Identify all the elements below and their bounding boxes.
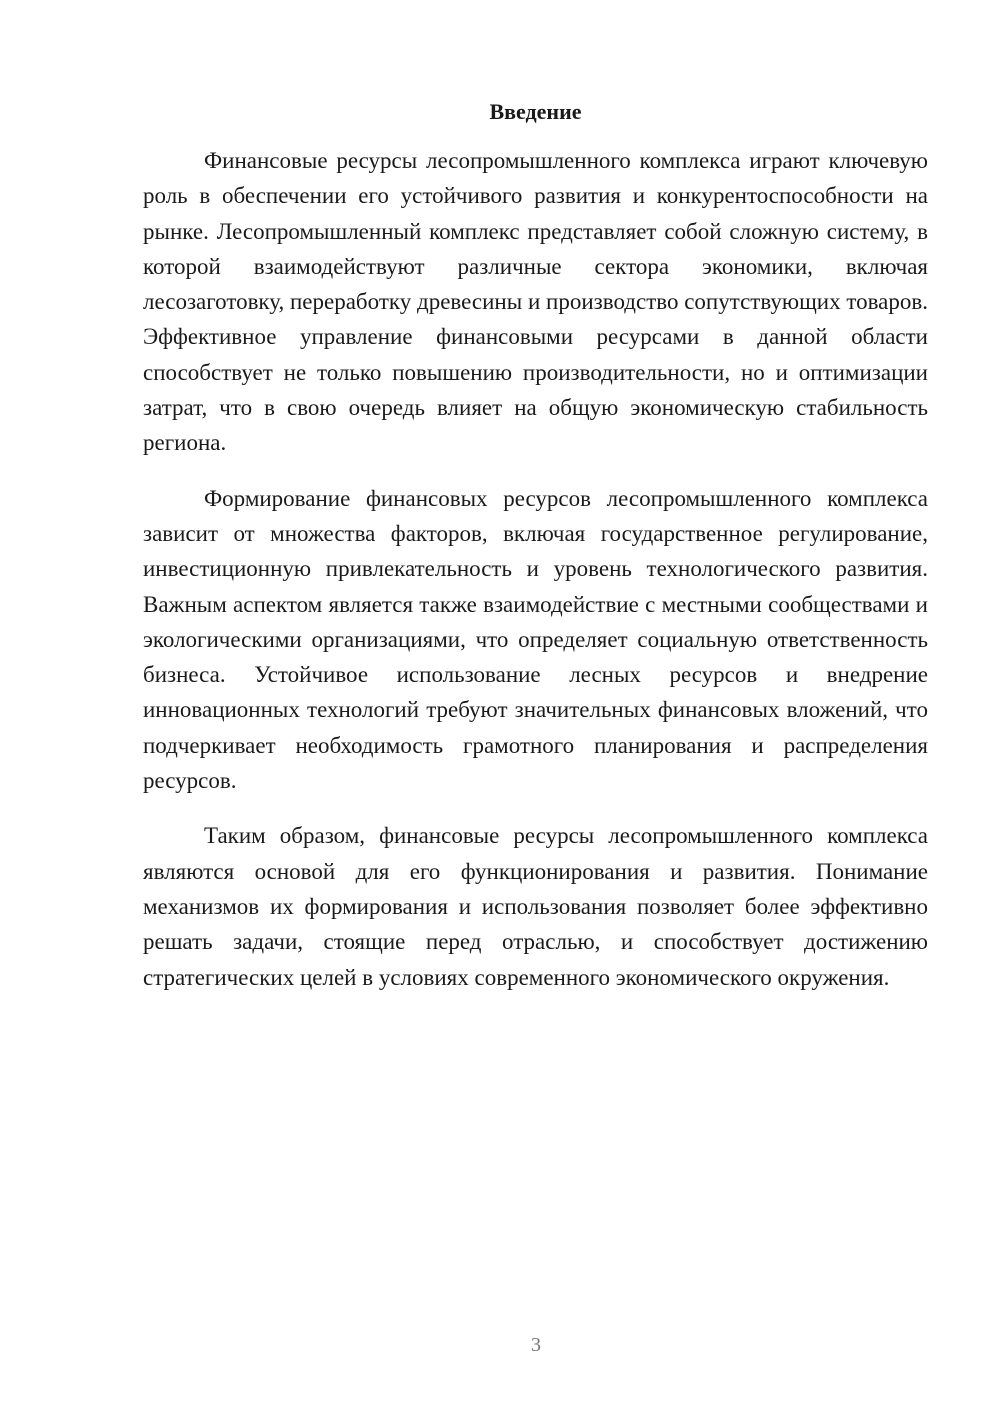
page-number: 3 — [531, 1334, 541, 1356]
paragraph-3: Таким образом, финансовые ресурсы лесопромышленного комплекса являются основой для его функционирования и развития. Понимание механизмов их формирования и использования позволяет более эффективно решать задачи, стоящие перед отраслью, и способствует достижению стратегических целей в условиях современного экономического окружения. — [143, 823, 928, 990]
section-title: Введение — [489, 99, 582, 124]
paragraph-1: Финансовые ресурсы лесопромышленного комплекса играют ключевую роль в обеспечении его устойчивого развития и конкурентоспособности на рынке. Лесопромышленный комплекс представляет собой сложную систему, в которой взаимодействуют различные сектора экономики, включая лесозаготовку, переработку древесины и производство сопутствующих товаров. Эффективное управление финансовыми ресурсами в данной области способствует не только повышению производительности, но и оптимизации затрат, что в свою очередь влияет на общую экономическую стабильность региона. — [143, 148, 928, 456]
body-text — [143, 143, 928, 1015]
paragraph-2: Формирование финансовых ресурсов лесопромышленного комплекса зависит от множества факторов, включая государственное регулирование, инвестиционную привлекательность и уровень технологического развития. Важным аспектом является также взаимодействие с местными сообществами и экологическими организациями, что определяет социальную ответственность бизнеса. Устойчивое использование лесных ресурсов и внедрение инновационных технологий требуют значительных финансовых вложений, что подчеркивает необходимость грамотного планирования и распределения ресурсов. — [143, 485, 928, 794]
